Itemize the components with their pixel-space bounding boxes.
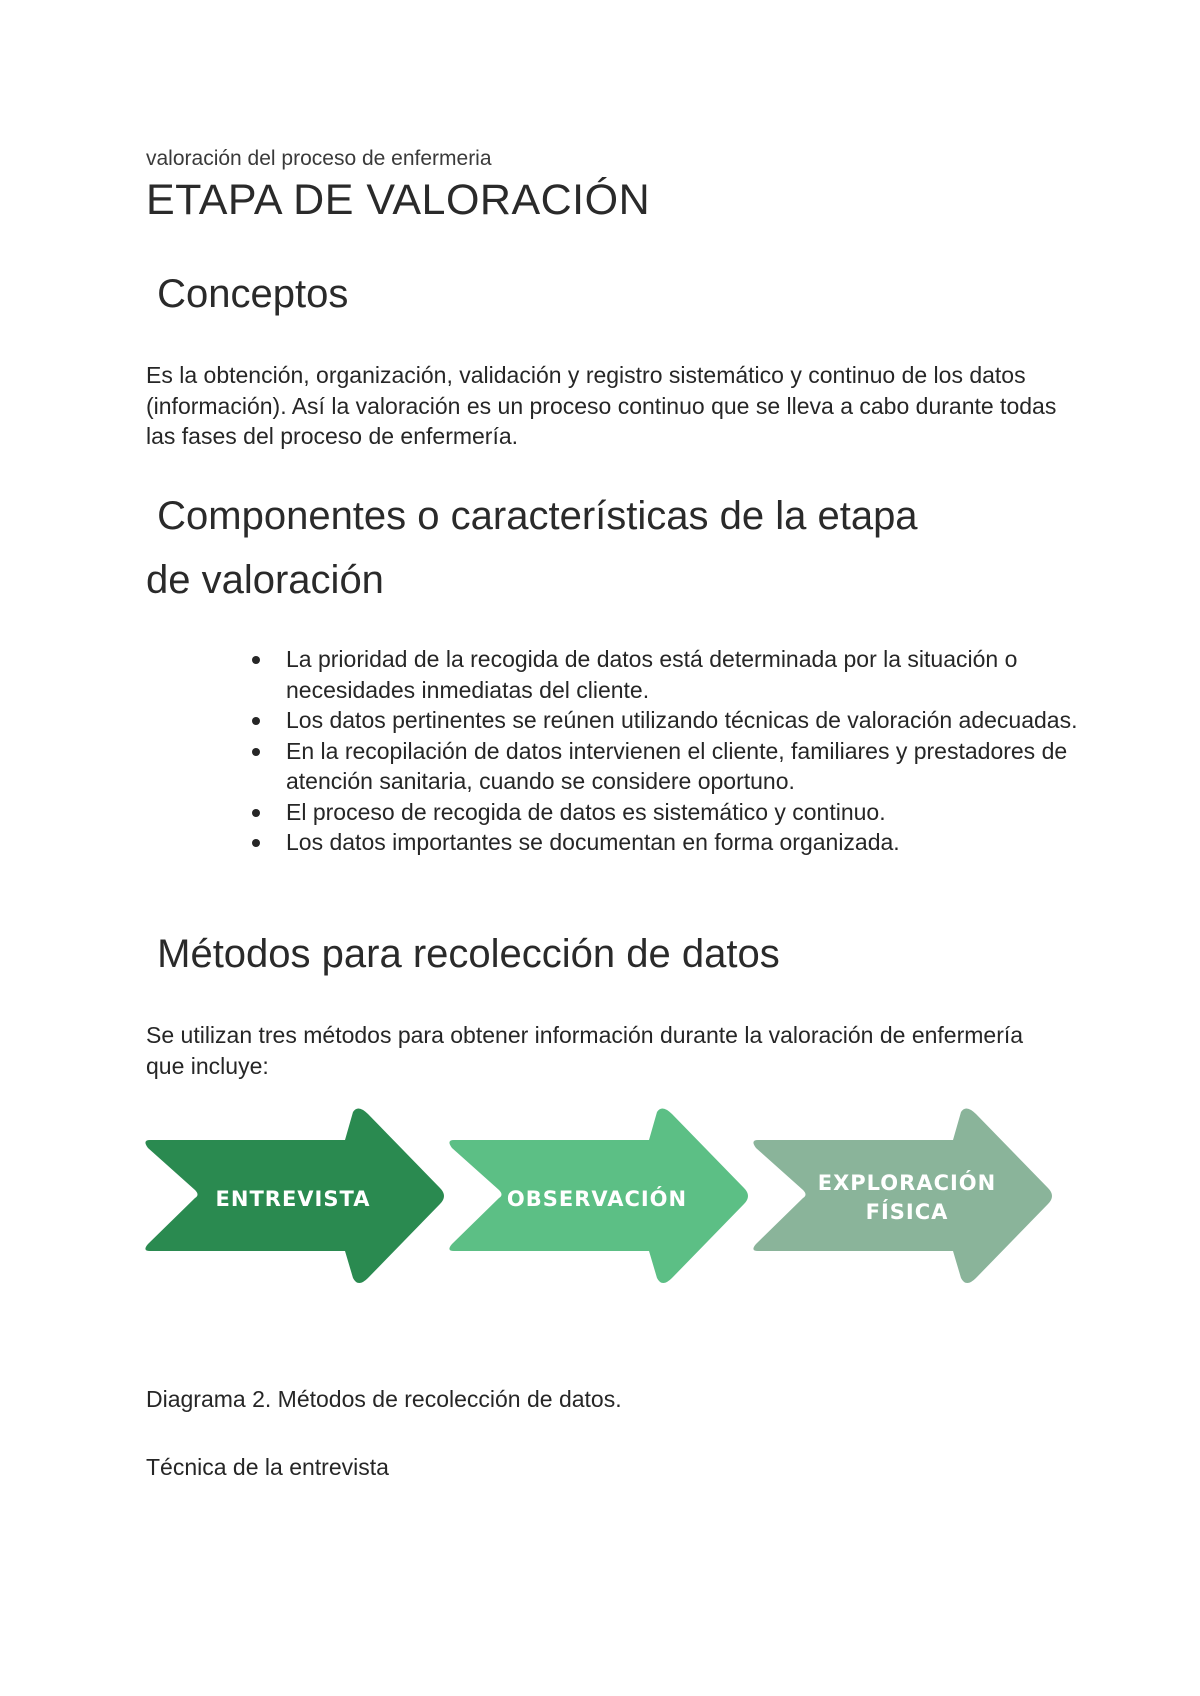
diagram-caption: Diagrama 2. Métodos de recolección de datos. — [146, 1386, 622, 1412]
bullet-icon — [252, 717, 260, 725]
next-subheading: Técnica de la entrevista — [146, 1454, 389, 1480]
list-item: Los datos importantes se documentan en forma organizada. — [252, 827, 1082, 858]
bullet-icon — [252, 656, 260, 664]
arrow-exploracion-fisica — [753, 1108, 1052, 1283]
arrow-shape-exploracion — [753, 1108, 1052, 1283]
bullet-icon — [252, 839, 260, 847]
paragraph-conceptos: Es la obtención, organización, validación y registro sistemático y continuo de los datos (información). Así la valoración es un proceso continuo que se lleva a cabo durante todas las fases del proceso de enfermería. — [146, 362, 1057, 449]
components-list — [252, 644, 1082, 858]
document-title: ETAPA DE VALORACIÓN — [146, 176, 651, 224]
heading-conceptos: Conceptos — [157, 272, 349, 316]
methods-arrow-diagram — [140, 1108, 1060, 1283]
paragraph-metodos: Se utilizan tres métodos para obtener información durante la valoración de enfermería que incluye: — [146, 1022, 1024, 1079]
document-subtitle: valoración del proceso de enfermeria — [146, 147, 492, 170]
arrow-label-exploracion: EXPLORACIÓN FÍSICA — [817, 1171, 997, 1224]
list-item: El proceso de recogida de datos es sistemático y continuo. — [252, 797, 1082, 828]
list-item: Los datos pertinentes se reúnen utilizando técnicas de valoración adecuadas. — [252, 705, 1082, 736]
bullet-icon — [252, 809, 260, 817]
heading-metodos: Métodos para recolección de datos — [157, 932, 780, 976]
arrow-entrevista — [145, 1108, 444, 1283]
arrow-label-observacion: OBSERVACIÓN — [506, 1187, 688, 1211]
bullet-icon — [252, 748, 260, 756]
list-item: La prioridad de la recogida de datos está determinada por la situación o necesidades inmediatas del cliente. — [252, 644, 1082, 705]
heading-componentes: Componentes o características de la etapa de valoración — [146, 494, 918, 602]
arrow-label-entrevista: ENTREVISTA — [215, 1187, 371, 1211]
arrow-observacion — [449, 1108, 748, 1283]
list-item: En la recopilación de datos intervienen el cliente, familiares y prestadores de atención sanitaria, cuando se considere oportuno. — [252, 736, 1082, 797]
